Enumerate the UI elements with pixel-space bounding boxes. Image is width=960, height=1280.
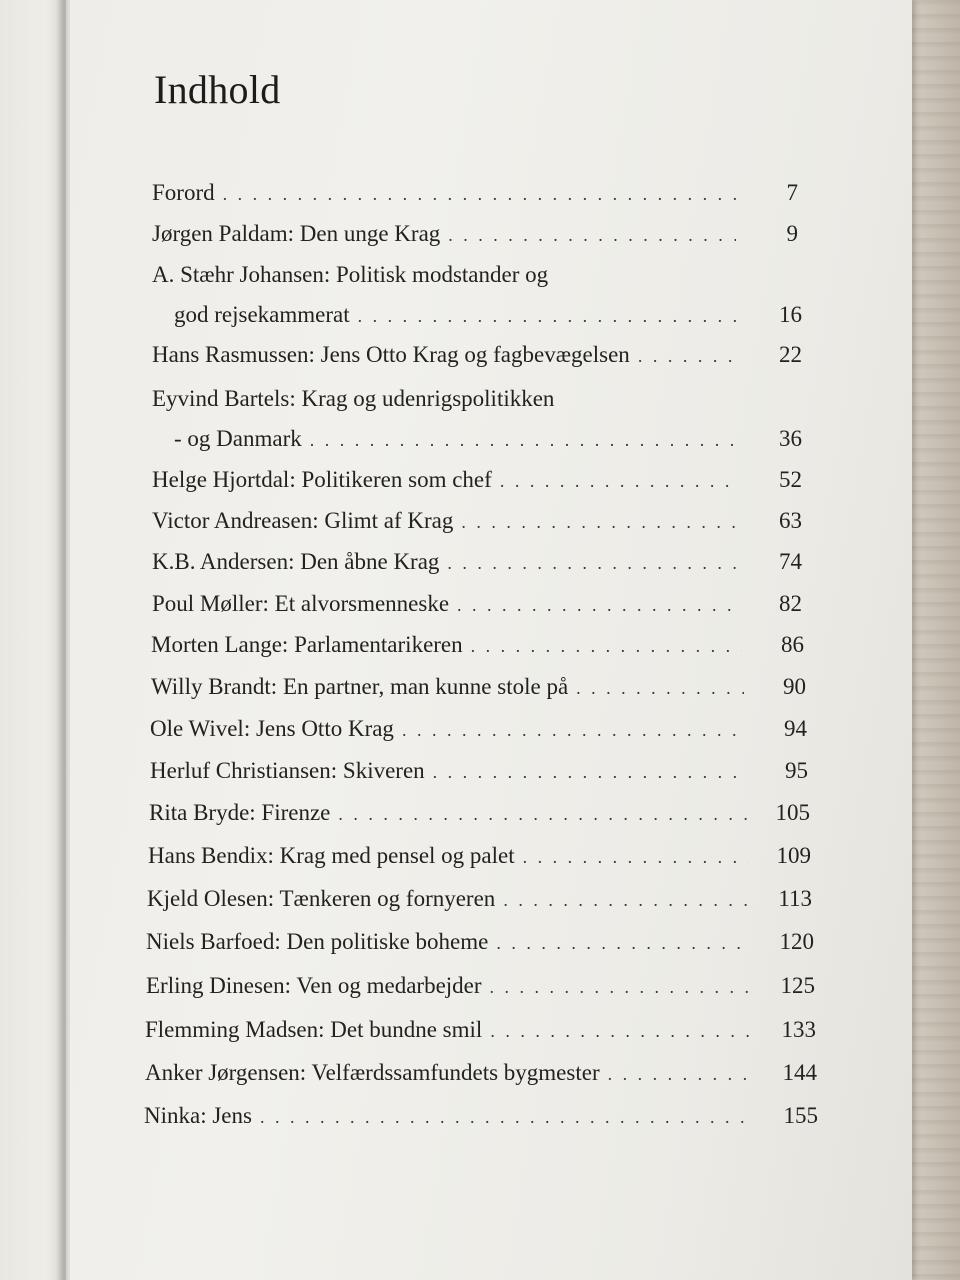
toc-entry (152, 467, 802, 493)
toc-entry (144, 1103, 818, 1129)
toc-entry-page: 86 (781, 632, 804, 657)
toc-entry-page: 144 (782, 1060, 817, 1085)
toc-entry-title: - og Danmark (174, 426, 302, 451)
toc-entry (150, 716, 807, 742)
toc-entry-title: Erling Dinesen: Ven og medarbejder (146, 973, 482, 998)
toc-entry-page: 63 (779, 508, 802, 533)
toc-entry-page: 52 (779, 467, 802, 492)
toc-entry (152, 591, 802, 617)
toc-entry (146, 929, 814, 955)
toc-entry-page: 133 (781, 1017, 816, 1042)
dot-leader (490, 977, 753, 998)
toc-entry (174, 302, 802, 328)
dot-leader (358, 306, 740, 327)
toc-entry-page: 90 (783, 674, 806, 699)
spine-shadow (56, 0, 70, 1280)
dot-leader (523, 847, 749, 868)
dot-leader (461, 512, 740, 533)
dot-leader (310, 430, 740, 451)
toc-entry (152, 508, 802, 534)
toc-entry-title: Niels Barfoed: Den politiske boheme (146, 929, 489, 954)
dot-leader (338, 804, 748, 825)
toc-entry-title: Flemming Madsen: Det bundne smil (145, 1017, 483, 1042)
toc-entry (147, 886, 812, 912)
toc-entry-page: 9 (786, 221, 798, 246)
dot-leader (260, 1107, 756, 1128)
dot-leader (490, 1021, 754, 1042)
toc-entry (149, 800, 810, 826)
toc-entry (152, 342, 802, 368)
toc-entry-title: Herluf Christiansen: Skiveren (150, 758, 425, 783)
toc-entry-page: 95 (785, 758, 808, 783)
toc-entry (151, 674, 806, 700)
toc-entry (145, 1060, 817, 1086)
toc-entry-title: Ninka: Jens (144, 1103, 252, 1128)
dot-leader (576, 678, 744, 699)
toc-entry-page: 82 (779, 591, 802, 616)
toc-entry-title: K.B. Andersen: Den åbne Krag (152, 549, 440, 574)
toc-entry (152, 221, 798, 247)
table-of-contents (66, 0, 912, 1280)
toc-entry-page: 120 (779, 929, 814, 954)
toc-entry (151, 632, 804, 658)
toc-entry-page: 105 (775, 800, 810, 825)
toc-entry-title: Anker Jørgensen: Velfærdssamfundets bygmester (145, 1060, 600, 1085)
toc-entry-page: 155 (783, 1103, 818, 1128)
toc-entry (150, 758, 808, 784)
dot-leader (223, 184, 736, 205)
dot-leader (471, 636, 742, 657)
toc-entry-page: 16 (779, 302, 802, 327)
book-page (66, 0, 912, 1280)
toc-entry-title-line1: A. Stæhr Johansen: Politisk modstander og (152, 262, 549, 287)
toc-entry-title: Jørgen Paldam: Den unge Krag (152, 221, 441, 246)
toc-entry-title: Forord (152, 180, 215, 205)
toc-entry-title: Rita Bryde: Firenze (149, 800, 331, 825)
dot-leader (500, 471, 740, 492)
toc-entry-title: Willy Brandt: En partner, man kunne stole på (151, 674, 569, 699)
toc-entry-title: Helge Hjortdal: Politikeren som chef (152, 467, 492, 492)
toc-entry (148, 843, 811, 869)
toc-entry-title: Hans Bendix: Krag med pensel og palet (148, 843, 515, 868)
toc-entry-title: Ole Wivel: Jens Otto Krag (150, 716, 394, 741)
toc-entry (146, 973, 815, 999)
toc-entry-title: Poul Møller: Et alvorsmenneske (152, 591, 450, 616)
toc-entry-title: Victor Andreasen: Glimt af Krag (152, 508, 454, 533)
toc-entry-page: 109 (776, 843, 811, 868)
dot-leader (402, 720, 745, 741)
toc-entry-title: god rejsekammerat (174, 302, 350, 327)
toc-entry (174, 426, 802, 452)
toc-entry-title-line1: Eyvind Bartels: Krag og udenrigspolitikken (152, 386, 555, 411)
dot-leader (433, 762, 746, 783)
toc-entry-page: 113 (778, 886, 812, 911)
toc-entry-title: Hans Rasmussen: Jens Otto Krag og fagbevægelsen (152, 342, 630, 367)
toc-entry-page: 7 (786, 180, 798, 205)
toc-entry-page: 36 (779, 426, 802, 451)
toc-entry (152, 180, 798, 206)
dot-leader (496, 933, 752, 954)
dot-leader (448, 225, 736, 246)
dot-leader (457, 595, 740, 616)
toc-entry-page: 94 (784, 716, 807, 741)
toc-entry-page: 74 (779, 549, 802, 574)
toc-entry-page: 125 (780, 973, 815, 998)
dot-leader (503, 890, 750, 911)
toc-entry-page: 22 (779, 342, 802, 367)
dot-leader (608, 1064, 755, 1085)
toc-entry-title: Morten Lange: Parlamentarikeren (151, 632, 463, 657)
toc-entry (152, 549, 802, 575)
page-title: Indhold (154, 67, 281, 112)
dot-leader (447, 553, 740, 574)
toc-entry (145, 1017, 816, 1043)
toc-entry-title: Kjeld Olesen: Tænkeren og fornyeren (147, 886, 496, 911)
dot-leader (638, 346, 740, 367)
